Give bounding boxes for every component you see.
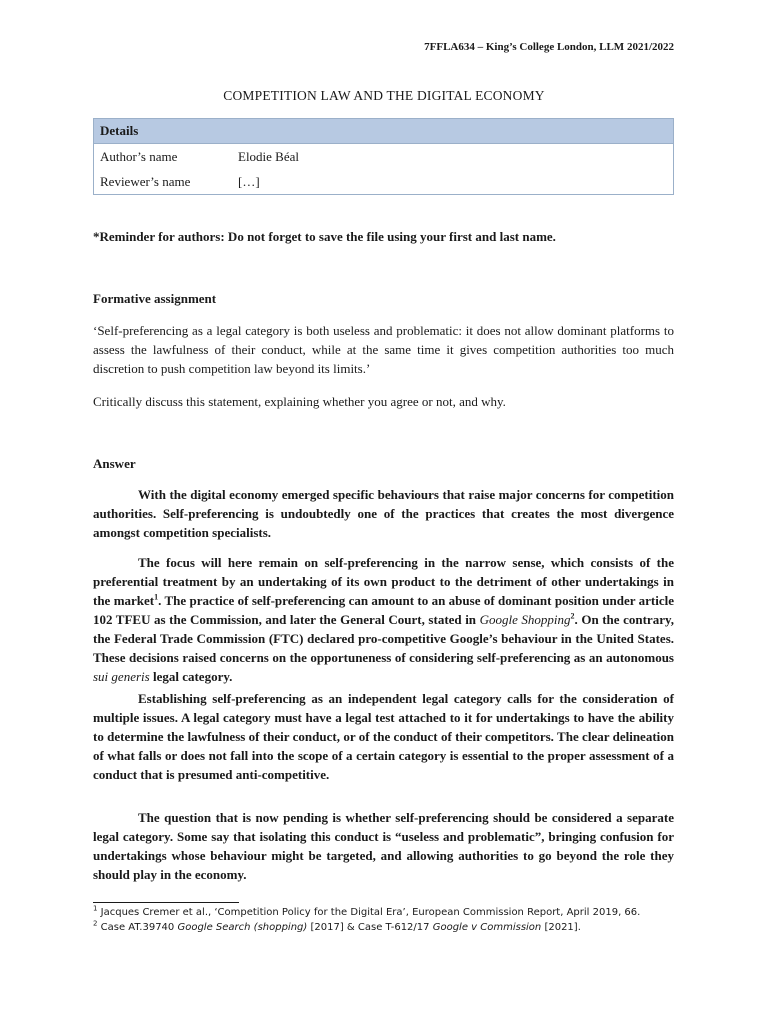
footnote-ref-1: 1 [154, 592, 159, 602]
footnote-2-number: 2 [93, 919, 98, 928]
latin-term: sui generis [93, 669, 150, 684]
footnote-2-case-2: Google v Commission [432, 922, 542, 933]
footnote-2-text-b: [2017] & Case T-612/17 [307, 922, 433, 933]
course-reference: 7FFLA634 – King’s College London, LLM 2021/2022 [424, 41, 674, 53]
footnote-1 [93, 904, 693, 918]
footnote-2-text-a: Case AT.39740 [97, 922, 178, 933]
case-name-google-shopping: Google Shopping [479, 612, 571, 627]
p2-text-a: The focus will here remain on self-preferencing in the narrow sense, which consists of the preferential treatment by an undertaking of its own product to the detriment of other undertakings in the market [93, 555, 674, 608]
footnote-1-number: 1 [93, 904, 98, 913]
p2-text-c: . On the contrary, the Federal Trade Commission (FTC) declared pro-competitive Google’s behaviour in the United States. These decisions raised concerns on the opportuneness of considering self-preferencing as an autonomous [93, 612, 674, 665]
assignment-instruction: Critically discuss this statement, explaining whether you agree or not, and why. [93, 394, 506, 409]
p2-text-d: legal category. [149, 669, 233, 684]
footnote-separator [93, 902, 239, 903]
p2-text-b: . The practice of self-preferencing can amount to an abuse of dominant position under article 102 TFEU as the Commission, and later the General Court, stated in [93, 593, 674, 627]
document-title: COMPETITION LAW AND THE DIGITAL ECONOMY [223, 88, 545, 103]
footnote-2-text-c: [2021]. [541, 922, 581, 933]
author-label: Author’s name [100, 148, 178, 164]
footnote-2 [93, 919, 693, 933]
answer-paragraph-2 [93, 553, 674, 686]
answer-paragraph-4: The question that is now pending is whether self-preferencing should be considered a separate legal category. Some say that isolating this conduct is “useless and problematic”, bringing confusion for undertakings whose behaviour might be targeted, and allowing authorities to go beyond the role they should play in the economy. [93, 810, 674, 882]
footnote-1-text: Jacques Cremer et al., ‘Competition Policy for the Digital Era’, European Commission Report, April 2019, 66. [97, 907, 641, 918]
assignment-quote: ‘Self-preferencing as a legal category is both useless and problematic: it does not allow dominant platforms to assess the lawfulness of their conduct, while at the same time it gives competition authorities too much discretion to push competition law beyond its limits.’ [93, 323, 674, 376]
details-table [93, 118, 674, 195]
assignment-heading: Formative assignment [93, 291, 217, 306]
answer-paragraph-3: Establishing self-preferencing as an independent legal category calls for the consideration of multiple issues. A legal category must have a legal test attached to it for undertakings to have the ability to determine the lawfulness of their conduct, or of the conduct of their competitors. The clear delineation of what falls or does not fall into the scope of a certain category is essential to the proper assessment of a conduct that is presumed anti-competitive. [93, 691, 674, 782]
footnote-ref-2: 2 [570, 611, 575, 621]
details-header-row [94, 119, 674, 144]
footnote-2-case-1: Google Search (shopping) [177, 922, 308, 933]
reminder-note: *Reminder for authors: Do not forget to save the file using your first and last name. [93, 229, 556, 244]
reviewer-value: […] [238, 173, 260, 189]
details-heading: Details [94, 119, 674, 144]
author-row [94, 144, 674, 170]
reviewer-label: Reviewer’s name [100, 173, 191, 189]
answer-paragraph-1: With the digital economy emerged specific behaviours that raise major concerns for competition authorities. Self-preferencing is undoubtedly one of the practices that creates the most divergence amongst competition specialists. [93, 487, 674, 540]
reviewer-row [94, 169, 674, 195]
answer-heading: Answer [93, 456, 136, 471]
author-value: Elodie Béal [238, 148, 300, 164]
